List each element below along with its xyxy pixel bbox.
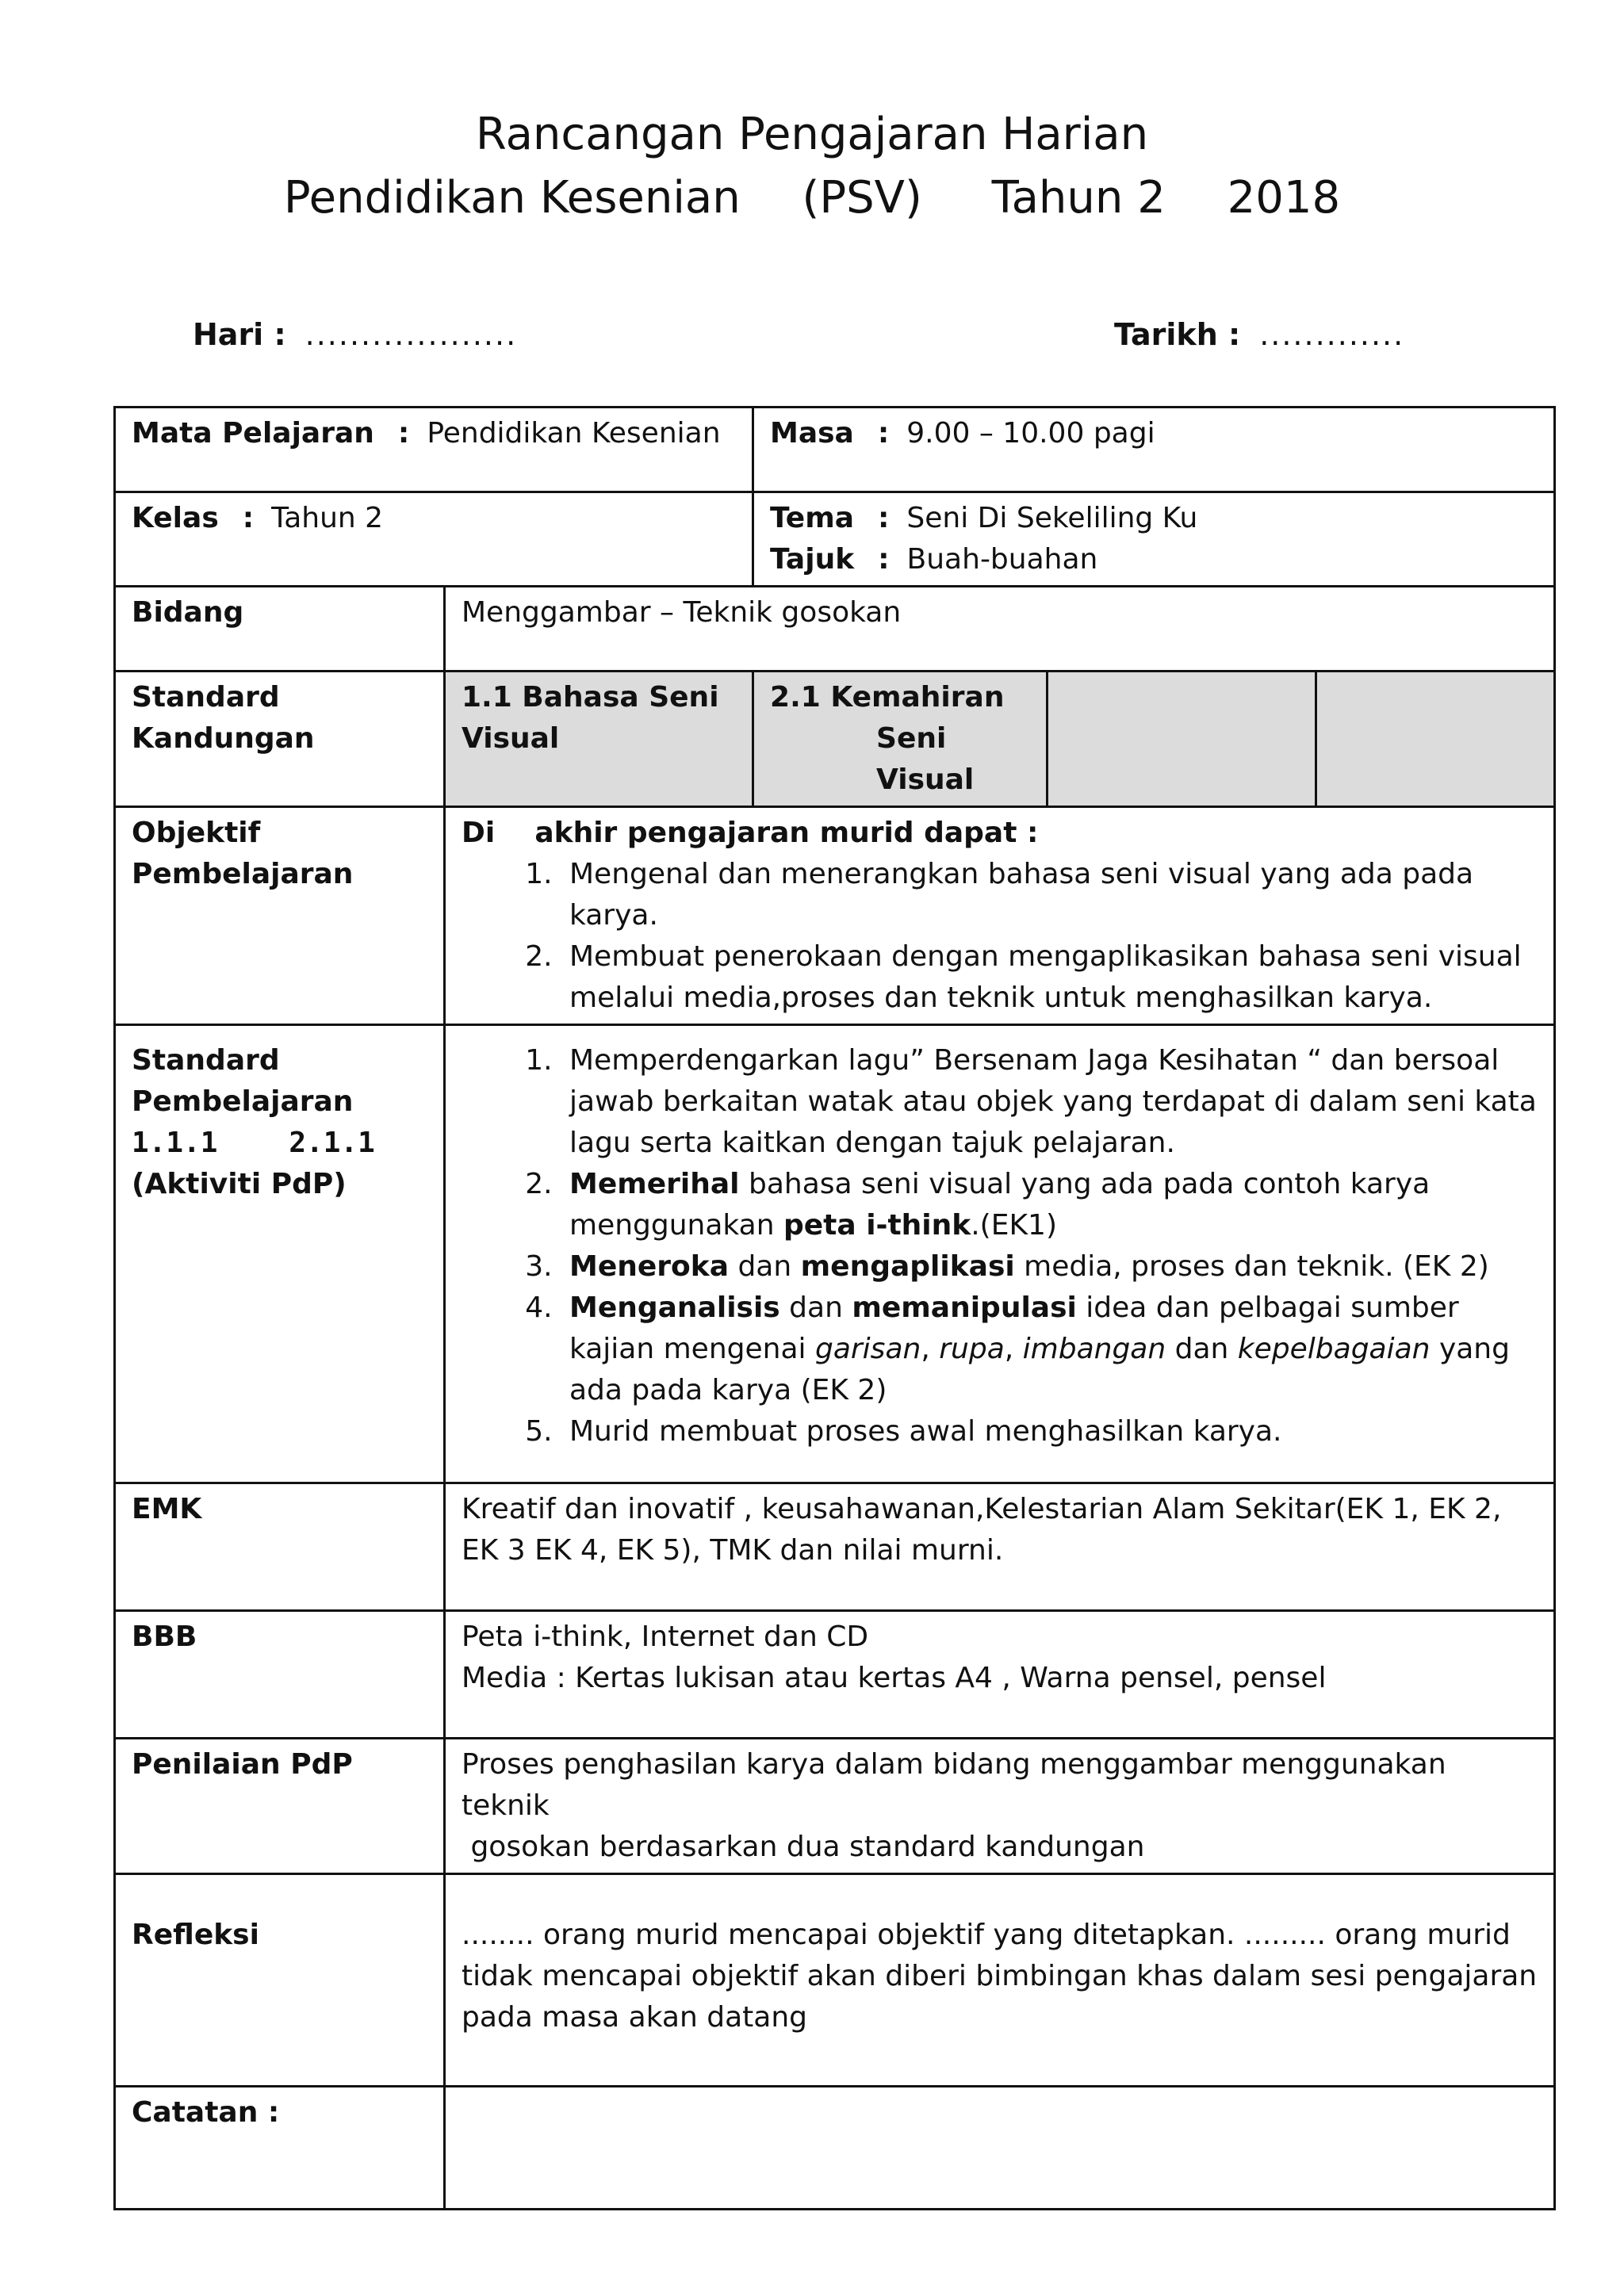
standard-pembelajaran-content	[445, 1025, 1555, 1483]
sp-label-line4: (Aktiviti PdP)	[132, 1168, 347, 1200]
aktiviti-italic: garisan	[814, 1333, 921, 1365]
aktiviti-text: bahasa seni visual yang ada pada contoh karya menggunakan	[569, 1168, 1431, 1242]
lesson-plan-table	[113, 406, 1556, 2210]
kelas-value: Tahun 2	[271, 502, 384, 534]
aktiviti-bold: Meneroka	[569, 1250, 730, 1283]
row-emk	[115, 1483, 1555, 1611]
kelas-label: Kelas	[132, 502, 219, 534]
date-value: .............	[1259, 317, 1405, 352]
aktiviti-text: dan	[779, 1292, 852, 1324]
aktiviti-text: yang ada pada karya (EK 2)	[569, 1333, 1510, 1406]
aktiviti-text: dan	[729, 1250, 801, 1283]
row-catatan	[115, 2087, 1555, 2210]
objektif-item: 2. Membuat penerokaan dengan mengaplikasikan bahasa seni visual melalui media,proses dan teknik untuk menghasilkan karya.	[561, 936, 1538, 1019]
bbb-value	[445, 1611, 1555, 1739]
aktiviti-text: ,	[1004, 1333, 1023, 1365]
bbb-line2: Media : Kertas lukisan atau kertas A4 , Warna pensel, pensel	[462, 1662, 1327, 1694]
objektif-label-line1: Objektif	[132, 817, 261, 849]
cell-mata-pelajaran	[115, 408, 753, 492]
cell-kelas	[115, 492, 753, 587]
colon: :	[242, 502, 255, 534]
objektif-label-line2: Pembelajaran	[132, 858, 354, 890]
colon: :	[878, 502, 890, 534]
row-objektif	[115, 807, 1555, 1025]
aktiviti-text: media, proses dan teknik. (EK 2)	[1014, 1250, 1489, 1283]
aktiviti-list	[462, 1040, 1538, 1452]
colon: :	[877, 417, 890, 450]
catatan-value	[445, 2087, 1555, 2210]
sk-bahasa-seni-visual	[445, 672, 753, 807]
objektif-label	[115, 807, 445, 1025]
row-refleksi	[115, 1874, 1555, 2087]
aktiviti-italic: kepelbagaian	[1237, 1333, 1431, 1365]
refleksi-label: Refleksi	[115, 1874, 445, 2087]
row-standard-pembelajaran	[115, 1025, 1555, 1483]
aktiviti-bold: Memerihal	[569, 1168, 740, 1200]
row-bbb	[115, 1611, 1555, 1739]
colon: :	[878, 543, 890, 576]
objektif-item: 1. Mengenal dan menerangkan bahasa seni visual yang ada pada karya.	[561, 854, 1538, 936]
emk-label: EMK	[115, 1483, 445, 1611]
objektif-content	[445, 807, 1555, 1025]
aktiviti-italic: rupa	[939, 1333, 1005, 1365]
masa-label: Masa	[770, 417, 854, 450]
aktiviti-bold: Menganalisis	[569, 1292, 780, 1324]
tajuk-value: Buah-buahan	[906, 543, 1098, 576]
standard-pembelajaran-label	[115, 1025, 445, 1483]
aktiviti-bold: memanipulasi	[852, 1292, 1077, 1324]
date-label: Tarikh :	[1114, 317, 1241, 352]
row-kelas	[115, 492, 1555, 587]
penilaian-line2: gosokan berdasarkan dua standard kandungan	[462, 1831, 1145, 1863]
aktiviti-bold: mengaplikasi	[800, 1250, 1015, 1283]
aktiviti-text: dan	[1166, 1333, 1238, 1365]
penilaian-line1: Proses penghasilan karya dalam bidang menggambar menggunakan teknik	[462, 1748, 1446, 1822]
sp-label-line1: Standard	[132, 1044, 280, 1077]
bbb-label: BBB	[115, 1611, 445, 1739]
row-penilaian	[115, 1739, 1555, 1874]
calendar-year: 2018	[1227, 172, 1341, 224]
mata-pelajaran-label: Mata Pelajaran	[132, 417, 374, 450]
penilaian-value	[445, 1739, 1555, 1874]
sk2-line1: 2.1 Kemahiran	[770, 681, 1005, 714]
aktiviti-item: 1. Memperdengarkan lagu” Bersenam Jaga Kesihatan “ dan bersoal jawab berkaitan watak atau objek yang terdapat di dalam seni kata lagu serta kaitkan dengan tajuk pelajaran.	[561, 1040, 1538, 1164]
sp-label-line2: Pembelajaran	[132, 1085, 354, 1118]
aktiviti-item	[561, 1288, 1538, 1411]
emk-value: Kreatif dan inovatif , keusahawanan,Kelestarian Alam Sekitar(EK 1, EK 2, EK 3 EK 4, EK 5), TMK dan nilai murni.	[445, 1483, 1555, 1611]
aktiviti-item	[561, 1164, 1538, 1246]
aktiviti-bold: peta i-think	[783, 1209, 971, 1242]
sk1-line1: 1.1 Bahasa Seni	[462, 681, 719, 714]
tajuk-label: Tajuk	[770, 543, 855, 576]
year-level: Tahun 2	[991, 172, 1166, 224]
sk1-line2: Visual	[462, 722, 560, 755]
penilaian-label: Penilaian PdP	[115, 1739, 445, 1874]
row-bidang	[115, 587, 1555, 672]
bidang-value: Menggambar – Teknik gosokan	[445, 587, 1555, 672]
colon: :	[397, 417, 410, 450]
day-field	[193, 317, 517, 352]
bbb-line1: Peta i-think, Internet dan CD	[462, 1621, 869, 1653]
aktiviti-text: idea dan pelbagai sumber kajian mengenai	[569, 1292, 1459, 1365]
tema-value: Seni Di Sekeliling Ku	[906, 502, 1198, 534]
row-mata-pelajaran	[115, 408, 1555, 492]
bidang-label: Bidang	[115, 587, 445, 672]
catatan-label: Catatan :	[115, 2087, 445, 2210]
refleksi-value: ........ orang murid mencapai objektif yang ditetapkan. ......... orang murid tidak mencapai objektif akan diberi bimbingan khas dalam sesi pengajaran pada masa akan datang	[445, 1874, 1555, 2087]
aktiviti-italic: imbangan	[1022, 1333, 1166, 1365]
sk-kemahiran-seni-visual	[753, 672, 1048, 807]
aktiviti-text: ,	[921, 1333, 940, 1365]
masa-value: 9.00 – 10.00 pagi	[906, 417, 1155, 450]
sk-empty-cell-2	[1316, 672, 1555, 807]
cell-tema-tajuk	[753, 492, 1555, 587]
sp-code-1: 1.1.1	[132, 1127, 218, 1159]
tema-label: Tema	[770, 502, 855, 534]
aktiviti-item	[561, 1246, 1538, 1288]
mata-pelajaran-value: Pendidikan Kesenian	[427, 417, 721, 450]
day-value: ...................	[304, 317, 518, 352]
aktiviti-text: .(EK1)	[971, 1209, 1058, 1242]
sk2-line2: Seni Visual	[876, 722, 975, 796]
page-subtitle	[0, 170, 1624, 226]
row-standard-kandungan	[115, 672, 1555, 807]
objektif-list	[462, 854, 1538, 1019]
objektif-intro: Di akhir pengajaran murid dapat :	[462, 817, 1039, 849]
sp-codes	[132, 1123, 427, 1164]
subject-name: Pendidikan Kesenian	[283, 172, 741, 224]
sk-empty-cell-1	[1048, 672, 1316, 807]
day-label: Hari :	[193, 317, 286, 352]
subject-code: (PSV)	[802, 172, 922, 224]
standard-kandungan-label: Standard Kandungan	[115, 672, 445, 807]
page-title: Rancangan Pengajaran Harian	[475, 109, 1149, 160]
date-field	[1114, 317, 1404, 352]
cell-masa	[753, 408, 1555, 492]
aktiviti-item: 5. Murid membuat proses awal menghasilkan karya.	[561, 1411, 1538, 1452]
sp-code-2: 2.1.1	[289, 1127, 375, 1159]
